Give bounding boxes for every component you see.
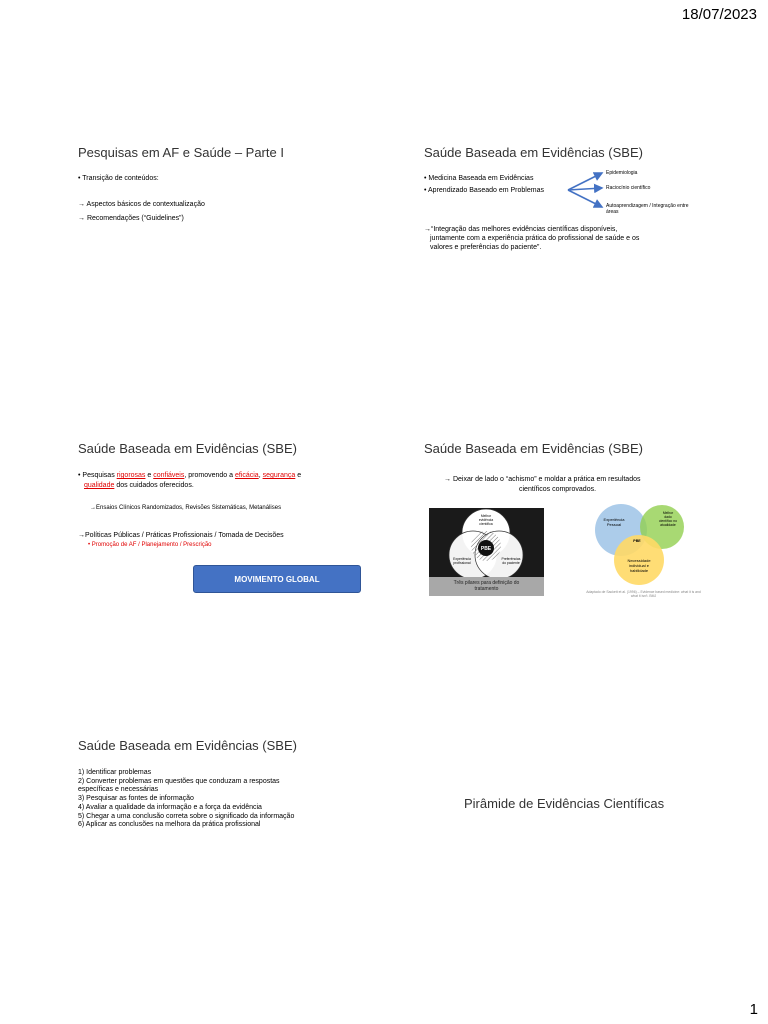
- slide-1: [78, 140, 378, 370]
- quote-line: juntamente com a experiência prática do profissional de saúde e os: [430, 235, 640, 242]
- highlight-qualidade: qualidade: [84, 482, 115, 489]
- slide-2-bullet: • Medicina Baseada em Evidências: [424, 175, 534, 182]
- slide-3: [78, 436, 378, 666]
- slide-2-title: Saúde Baseada em Evidências (SBE): [424, 145, 643, 160]
- list-item: 2) Converter problemas em questões que conduzam a respostas: [78, 777, 280, 785]
- pbe-dark-caption: [429, 577, 544, 596]
- list-item: 3) Pesquisar as fontes de informação: [78, 795, 194, 803]
- list-item: 5) Chegar a uma conclusão correta sobre o significado da informação: [78, 812, 295, 820]
- branch-label: Raciocínio científico: [606, 185, 651, 191]
- pbe-color-venn: [586, 502, 701, 598]
- venn-center-label: PBE: [480, 546, 492, 552]
- venn-right-label: científico no: [658, 519, 678, 523]
- text-part: ,: [258, 472, 263, 479]
- highlight-confiaveis: confiáveis: [153, 472, 185, 479]
- page-number: 1: [749, 1001, 758, 1018]
- slide-3-bullet-cont: [84, 481, 194, 490]
- venn-right-label: atualidade: [660, 523, 676, 527]
- slide-3-policy: →Políticas Públicas / Práticas Profissionais / Tomada de Decisões: [78, 532, 284, 539]
- venn-bottom-label: individual e: [628, 563, 650, 568]
- text-part: , promovendo a: [184, 472, 235, 479]
- arrow-autoaprendizagem: [568, 190, 602, 207]
- slide-3-bullet: [78, 471, 301, 480]
- branch-arrows: [566, 168, 606, 212]
- list-item: 1) Identificar problemas: [78, 769, 152, 776]
- venn-right-label: Preferências: [501, 557, 521, 561]
- venn-center-label: PBE: [633, 539, 641, 543]
- caption-line: Três pilares para definição do: [453, 580, 520, 586]
- slide-4: [424, 436, 704, 666]
- venn-right-label: Melhor: [662, 511, 674, 515]
- list-item: 4) Avaliar a qualidade da informação e a força da evidência: [78, 803, 262, 811]
- branch-label: Autoaprendizagem / Integração entre: [606, 203, 689, 209]
- slide-6: [424, 733, 724, 963]
- list-item: 6) Aplicar as conclusões na melhora da prática profissional: [78, 821, 261, 829]
- slide-3-policy-sub: • Promoção de AF / Planejamento / Prescrição: [88, 542, 212, 548]
- venn-left-label: profissional: [453, 561, 471, 565]
- slide-4-text: → Deixar de lado o “achismo” e moldar a prática em resultados: [444, 476, 641, 483]
- slide-3-subitem: →Ensaios Clínicos Randomizados, Revisões Sistemáticas, Metanálises: [90, 505, 282, 511]
- venn-right-label: dado: [664, 515, 672, 519]
- venn-left-label: Experiência: [453, 557, 471, 561]
- list-item: específicas e necessárias: [78, 786, 159, 794]
- slide-1-item: → Aspectos básicos de contextualização: [78, 201, 205, 208]
- highlight-seguranca: segurança: [262, 472, 296, 479]
- venn-left-label: Pessoal: [606, 522, 622, 527]
- branch-label: áreas: [606, 209, 619, 215]
- quote-line: →“Integração das melhores evidências científicas disponíveis,: [424, 226, 618, 233]
- slide-2-bullet: • Aprendizado Baseado em Problemas: [424, 187, 544, 194]
- slide-1-item: → Recomendações (“Guidelines”): [78, 215, 184, 222]
- branch-label: Epidemiologia: [606, 170, 638, 176]
- slide-5-title: Saúde Baseada em Evidências (SBE): [78, 738, 297, 753]
- steps-list: [78, 769, 294, 830]
- slide-4-title: Saúde Baseada em Evidências (SBE): [424, 441, 643, 456]
- movimento-global-button[interactable]: MOVIMENTO GLOBAL: [193, 565, 361, 593]
- slide-1-bullet: • Transição de conteúdos:: [78, 175, 159, 182]
- venn-top-label: científica: [479, 522, 493, 526]
- slide-3-title: Saúde Baseada em Evidências (SBE): [78, 441, 297, 456]
- text-part: dos cuidados oferecidos.: [114, 482, 194, 489]
- quote-line: valores e preferências do paciente”.: [430, 244, 542, 251]
- caption-line: tratamento: [474, 586, 499, 592]
- highlight-rigorosas: rigorosas: [116, 472, 146, 479]
- slide-4-text: científicos comprovados.: [519, 486, 597, 493]
- arrow-epidemiologia: [568, 173, 602, 190]
- venn-source: Adaptado de Sackett et al. (1996) – Evidence based medicine: what it is and what it isn't. BMJ: [586, 590, 701, 598]
- venn-top-label: Melhor: [480, 514, 492, 518]
- slide-2: [424, 140, 724, 370]
- venn-bottom-label: Necessidade: [627, 558, 651, 563]
- slide-6-title: Pirâmide de Evidências Científicas: [464, 796, 665, 811]
- text-part: e: [295, 472, 302, 479]
- text-part: e: [145, 472, 154, 479]
- slide-1-title: Pesquisas em AF e Saúde – Parte I: [78, 145, 284, 160]
- venn-top-label: evidência: [478, 518, 494, 522]
- highlight-eficacia: eficácia: [234, 472, 259, 479]
- venn-right-label: do paciente: [502, 561, 520, 565]
- text-part: • Pesquisas: [78, 472, 117, 479]
- venn-left-label: Experiência: [603, 517, 625, 522]
- venn-bottom-label: habilidade: [629, 568, 649, 573]
- page-date: 18/07/2023: [681, 6, 757, 23]
- slide-5: [78, 733, 378, 963]
